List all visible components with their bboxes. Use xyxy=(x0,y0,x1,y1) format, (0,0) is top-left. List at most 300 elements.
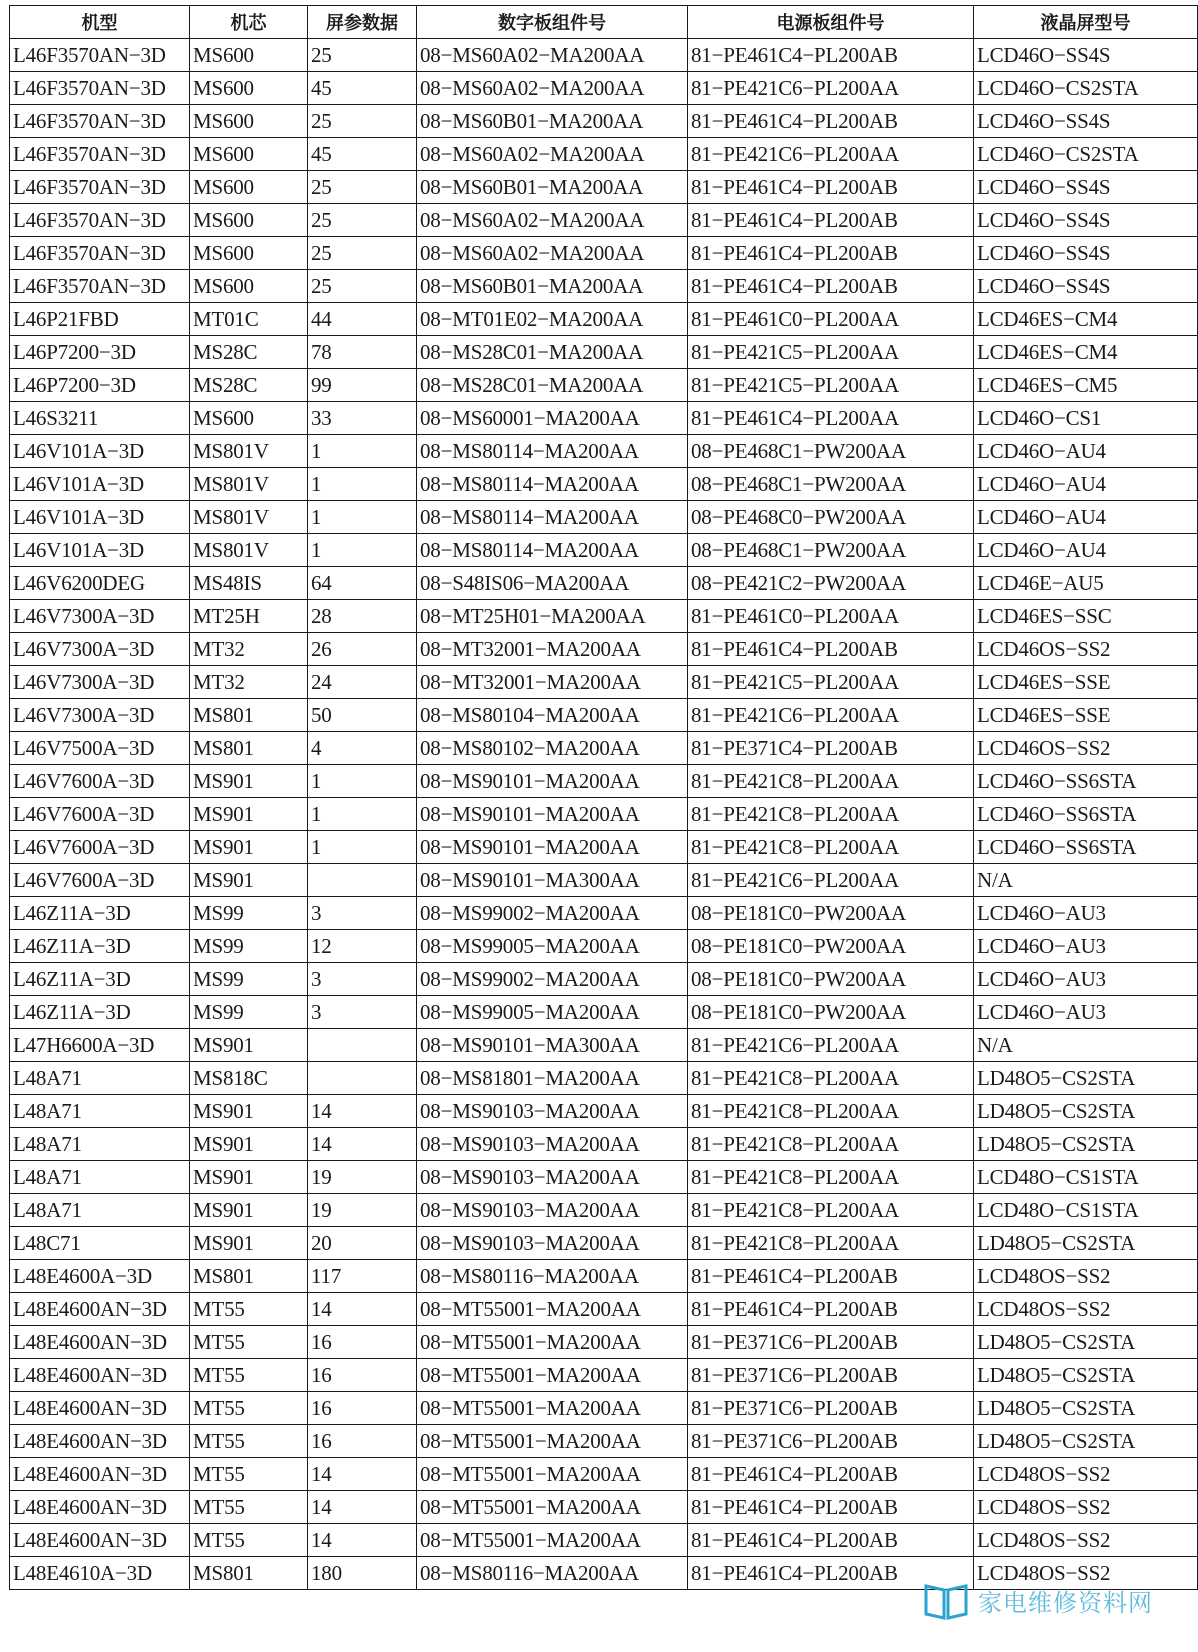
cell-model: L46V101A−3D xyxy=(10,501,190,534)
cell-chassis: MS801 xyxy=(190,699,308,732)
cell-chassis: MT55 xyxy=(190,1392,308,1425)
cell-digital-board: 08−MT32001−MA200AA xyxy=(417,666,688,699)
cell-chassis: MS28C xyxy=(190,336,308,369)
cell-power-board: 81−PE421C8−PL200AA xyxy=(688,831,974,864)
cell-screen-params: 44 xyxy=(308,303,417,336)
cell-model: L46F3570AN−3D xyxy=(10,39,190,72)
cell-lcd-panel: LCD48OS−SS2 xyxy=(974,1293,1198,1326)
cell-power-board: 81−PE461C0−PL200AA xyxy=(688,303,974,336)
cell-digital-board: 08−MS90103−MA200AA xyxy=(417,1227,688,1260)
cell-lcd-panel: LCD48OS−SS2 xyxy=(974,1260,1198,1293)
cell-model: L46F3570AN−3D xyxy=(10,237,190,270)
table-row xyxy=(10,864,1198,897)
cell-digital-board: 08−MS90101−MA200AA xyxy=(417,798,688,831)
cell-lcd-panel: LCD46ES−SSE xyxy=(974,666,1198,699)
cell-digital-board: 08−MS80116−MA200AA xyxy=(417,1557,688,1590)
cell-digital-board: 08−MT32001−MA200AA xyxy=(417,633,688,666)
cell-model: L48E4600AN−3D xyxy=(10,1491,190,1524)
cell-screen-params: 180 xyxy=(308,1557,417,1590)
table-row xyxy=(10,237,1198,270)
table-row xyxy=(10,39,1198,72)
cell-digital-board: 08−MS28C01−MA200AA xyxy=(417,369,688,402)
cell-screen-params: 14 xyxy=(308,1491,417,1524)
cell-chassis: MS801 xyxy=(190,732,308,765)
cell-power-board: 81−PE371C4−PL200AB xyxy=(688,732,974,765)
table-row xyxy=(10,1227,1198,1260)
cell-chassis: MS28C xyxy=(190,369,308,402)
cell-chassis: MS901 xyxy=(190,765,308,798)
cell-lcd-panel: LCD48O−CS1STA xyxy=(974,1194,1198,1227)
cell-chassis: MS901 xyxy=(190,1194,308,1227)
table-row xyxy=(10,567,1198,600)
cell-lcd-panel: LCD46O−AU4 xyxy=(974,468,1198,501)
cell-screen-params: 117 xyxy=(308,1260,417,1293)
cell-screen-params: 16 xyxy=(308,1392,417,1425)
cell-model: L46V7300A−3D xyxy=(10,666,190,699)
cell-chassis: MS600 xyxy=(190,237,308,270)
cell-power-board: 81−PE461C4−PL200AB xyxy=(688,270,974,303)
cell-digital-board: 08−MS99002−MA200AA xyxy=(417,897,688,930)
header-lcd-panel: 液晶屏型号 xyxy=(974,6,1198,39)
cell-chassis: MS600 xyxy=(190,72,308,105)
cell-power-board: 81−PE371C6−PL200AB xyxy=(688,1425,974,1458)
cell-chassis: MS801V xyxy=(190,435,308,468)
cell-chassis: MS99 xyxy=(190,930,308,963)
cell-digital-board: 08−MS80114−MA200AA xyxy=(417,501,688,534)
cell-screen-params xyxy=(308,1029,417,1062)
cell-lcd-panel: LD48O5−CS2STA xyxy=(974,1095,1198,1128)
table-row xyxy=(10,468,1198,501)
cell-power-board: 81−PE461C4−PL200AA xyxy=(688,402,974,435)
table-row xyxy=(10,1095,1198,1128)
table-row xyxy=(10,1293,1198,1326)
cell-screen-params: 14 xyxy=(308,1293,417,1326)
cell-chassis: MS901 xyxy=(190,798,308,831)
header-screen-params: 屏参数据 xyxy=(308,6,417,39)
cell-chassis: MS818C xyxy=(190,1062,308,1095)
header-power-board: 电源板组件号 xyxy=(688,6,974,39)
cell-lcd-panel: N/A xyxy=(974,1029,1198,1062)
cell-lcd-panel: LCD46O−AU3 xyxy=(974,897,1198,930)
cell-screen-params: 14 xyxy=(308,1458,417,1491)
table-row xyxy=(10,270,1198,303)
cell-lcd-panel: LCD46ES−SSE xyxy=(974,699,1198,732)
cell-power-board: 81−PE421C8−PL200AA xyxy=(688,798,974,831)
cell-digital-board: 08−MS60A02−MA200AA xyxy=(417,204,688,237)
cell-screen-params: 64 xyxy=(308,567,417,600)
cell-screen-params: 1 xyxy=(308,831,417,864)
cell-model: L46V101A−3D xyxy=(10,534,190,567)
cell-lcd-panel: LCD48OS−SS2 xyxy=(974,1491,1198,1524)
book-icon xyxy=(922,1576,970,1624)
cell-lcd-panel: LCD48OS−SS2 xyxy=(974,1557,1198,1590)
cell-power-board: 81−PE421C8−PL200AA xyxy=(688,1095,974,1128)
cell-lcd-panel: LD48O5−CS2STA xyxy=(974,1359,1198,1392)
cell-digital-board: 08−S48IS06−MA200AA xyxy=(417,567,688,600)
cell-power-board: 81−PE461C4−PL200AB xyxy=(688,1458,974,1491)
cell-screen-params: 16 xyxy=(308,1425,417,1458)
cell-model: L48A71 xyxy=(10,1062,190,1095)
table-row xyxy=(10,1161,1198,1194)
cell-screen-params: 14 xyxy=(308,1095,417,1128)
cell-chassis: MS901 xyxy=(190,1029,308,1062)
cell-screen-params: 1 xyxy=(308,501,417,534)
cell-screen-params xyxy=(308,1062,417,1095)
cell-model: L46Z11A−3D xyxy=(10,963,190,996)
cell-power-board: 81−PE461C4−PL200AB xyxy=(688,237,974,270)
cell-lcd-panel: LCD46O−CS2STA xyxy=(974,72,1198,105)
cell-chassis: MS600 xyxy=(190,402,308,435)
table-row xyxy=(10,765,1198,798)
cell-model: L48E4600AN−3D xyxy=(10,1293,190,1326)
cell-lcd-panel: LD48O5−CS2STA xyxy=(974,1062,1198,1095)
cell-model: L48E4600AN−3D xyxy=(10,1326,190,1359)
cell-digital-board: 08−MT55001−MA200AA xyxy=(417,1293,688,1326)
cell-digital-board: 08−MS99005−MA200AA xyxy=(417,930,688,963)
cell-chassis: MT55 xyxy=(190,1293,308,1326)
cell-digital-board: 08−MS90101−MA300AA xyxy=(417,864,688,897)
cell-chassis: MT55 xyxy=(190,1491,308,1524)
cell-lcd-panel: LD48O5−CS2STA xyxy=(974,1326,1198,1359)
cell-model: L47H6600A−3D xyxy=(10,1029,190,1062)
cell-lcd-panel: N/A xyxy=(974,864,1198,897)
cell-chassis: MS901 xyxy=(190,864,308,897)
cell-power-board: 08−PE181C0−PW200AA xyxy=(688,897,974,930)
cell-power-board: 81−PE421C5−PL200AA xyxy=(688,369,974,402)
cell-screen-params: 4 xyxy=(308,732,417,765)
cell-digital-board: 08−MS80114−MA200AA xyxy=(417,468,688,501)
cell-lcd-panel: LCD46OS−SS2 xyxy=(974,732,1198,765)
cell-model: L48A71 xyxy=(10,1095,190,1128)
table-row xyxy=(10,1128,1198,1161)
logo-text: 家电维修资料网 xyxy=(978,1588,1153,1617)
cell-lcd-panel: LCD46ES−SSC xyxy=(974,600,1198,633)
cell-digital-board: 08−MS90103−MA200AA xyxy=(417,1161,688,1194)
cell-model: L46F3570AN−3D xyxy=(10,105,190,138)
cell-power-board: 81−PE371C6−PL200AB xyxy=(688,1326,974,1359)
cell-lcd-panel: LD48O5−CS2STA xyxy=(974,1227,1198,1260)
table-row xyxy=(10,336,1198,369)
cell-screen-params: 14 xyxy=(308,1524,417,1557)
parts-table xyxy=(9,5,1198,1590)
cell-digital-board: 08−MS60001−MA200AA xyxy=(417,402,688,435)
cell-lcd-panel: LCD48OS−SS2 xyxy=(974,1524,1198,1557)
cell-chassis: MS99 xyxy=(190,897,308,930)
cell-lcd-panel: LCD46O−CS1 xyxy=(974,402,1198,435)
cell-screen-params: 19 xyxy=(308,1194,417,1227)
table-row xyxy=(10,1326,1198,1359)
cell-power-board: 81−PE461C4−PL200AB xyxy=(688,1260,974,1293)
cell-power-board: 81−PE421C8−PL200AA xyxy=(688,1128,974,1161)
cell-digital-board: 08−MS80116−MA200AA xyxy=(417,1260,688,1293)
cell-chassis: MS901 xyxy=(190,1227,308,1260)
cell-digital-board: 08−MT55001−MA200AA xyxy=(417,1392,688,1425)
table-row xyxy=(10,402,1198,435)
cell-screen-params: 50 xyxy=(308,699,417,732)
cell-model: L46V7300A−3D xyxy=(10,600,190,633)
cell-chassis: MT55 xyxy=(190,1425,308,1458)
cell-digital-board: 08−MT55001−MA200AA xyxy=(417,1458,688,1491)
cell-lcd-panel: LCD46O−SS4S xyxy=(974,204,1198,237)
table-row xyxy=(10,699,1198,732)
table-row xyxy=(10,105,1198,138)
cell-lcd-panel: LD48O5−CS2STA xyxy=(974,1128,1198,1161)
table-body xyxy=(10,39,1198,1590)
cell-lcd-panel: LCD46O−SS4S xyxy=(974,39,1198,72)
cell-lcd-panel: LCD46E−AU5 xyxy=(974,567,1198,600)
cell-chassis: MS801 xyxy=(190,1557,308,1590)
cell-model: L46V7600A−3D xyxy=(10,798,190,831)
cell-chassis: MT25H xyxy=(190,600,308,633)
cell-power-board: 08−PE468C0−PW200AA xyxy=(688,501,974,534)
cell-screen-params: 24 xyxy=(308,666,417,699)
cell-screen-params: 1 xyxy=(308,534,417,567)
cell-screen-params: 19 xyxy=(308,1161,417,1194)
cell-lcd-panel: LCD46O−SS4S xyxy=(974,171,1198,204)
cell-digital-board: 08−MT55001−MA200AA xyxy=(417,1326,688,1359)
cell-model: L46P21FBD xyxy=(10,303,190,336)
cell-power-board: 81−PE421C6−PL200AA xyxy=(688,138,974,171)
header-row xyxy=(10,6,1198,39)
cell-chassis: MS600 xyxy=(190,171,308,204)
table-row xyxy=(10,1359,1198,1392)
cell-chassis: MS48IS xyxy=(190,567,308,600)
cell-digital-board: 08−MS90101−MA200AA xyxy=(417,765,688,798)
table-row xyxy=(10,831,1198,864)
cell-digital-board: 08−MS60B01−MA200AA xyxy=(417,171,688,204)
cell-lcd-panel: LCD46O−AU4 xyxy=(974,534,1198,567)
table-header xyxy=(10,6,1198,39)
cell-screen-params: 45 xyxy=(308,138,417,171)
cell-power-board: 81−PE461C0−PL200AA xyxy=(688,600,974,633)
cell-screen-params: 1 xyxy=(308,468,417,501)
cell-chassis: MS801V xyxy=(190,534,308,567)
cell-model: L48A71 xyxy=(10,1128,190,1161)
cell-lcd-panel: LCD46O−CS2STA xyxy=(974,138,1198,171)
cell-chassis: MS600 xyxy=(190,270,308,303)
cell-digital-board: 08−MS60A02−MA200AA xyxy=(417,39,688,72)
cell-lcd-panel: LCD46O−AU4 xyxy=(974,435,1198,468)
cell-lcd-panel: LCD46O−SS6STA xyxy=(974,831,1198,864)
cell-chassis: MS99 xyxy=(190,996,308,1029)
cell-model: L46V7300A−3D xyxy=(10,699,190,732)
cell-screen-params: 28 xyxy=(308,600,417,633)
cell-digital-board: 08−MS28C01−MA200AA xyxy=(417,336,688,369)
cell-digital-board: 08−MS99005−MA200AA xyxy=(417,996,688,1029)
cell-screen-params: 1 xyxy=(308,765,417,798)
cell-power-board: 08−PE468C1−PW200AA xyxy=(688,534,974,567)
cell-digital-board: 08−MS90103−MA200AA xyxy=(417,1194,688,1227)
cell-screen-params: 25 xyxy=(308,171,417,204)
cell-screen-params: 14 xyxy=(308,1128,417,1161)
cell-chassis: MS901 xyxy=(190,1161,308,1194)
cell-digital-board: 08−MS80114−MA200AA xyxy=(417,534,688,567)
cell-screen-params: 1 xyxy=(308,435,417,468)
cell-lcd-panel: LCD46ES−CM5 xyxy=(974,369,1198,402)
cell-model: L46P7200−3D xyxy=(10,336,190,369)
cell-model: L46F3570AN−3D xyxy=(10,270,190,303)
cell-digital-board: 08−MS60B01−MA200AA xyxy=(417,105,688,138)
cell-model: L46F3570AN−3D xyxy=(10,72,190,105)
cell-power-board: 81−PE461C4−PL200AB xyxy=(688,105,974,138)
cell-power-board: 81−PE421C6−PL200AA xyxy=(688,699,974,732)
table-row xyxy=(10,303,1198,336)
cell-model: L46F3570AN−3D xyxy=(10,171,190,204)
cell-screen-params: 12 xyxy=(308,930,417,963)
table-row xyxy=(10,1392,1198,1425)
cell-chassis: MS600 xyxy=(190,204,308,237)
cell-screen-params: 25 xyxy=(308,237,417,270)
cell-power-board: 81−PE421C5−PL200AA xyxy=(688,336,974,369)
table-row xyxy=(10,1260,1198,1293)
cell-power-board: 81−PE421C6−PL200AA xyxy=(688,1029,974,1062)
cell-screen-params: 99 xyxy=(308,369,417,402)
cell-model: L46V7600A−3D xyxy=(10,864,190,897)
cell-chassis: MT01C xyxy=(190,303,308,336)
table-row xyxy=(10,534,1198,567)
cell-chassis: MT55 xyxy=(190,1326,308,1359)
cell-chassis: MT32 xyxy=(190,633,308,666)
cell-lcd-panel: LCD46O−SS6STA xyxy=(974,765,1198,798)
cell-digital-board: 08−MS60A02−MA200AA xyxy=(417,138,688,171)
cell-digital-board: 08−MS80104−MA200AA xyxy=(417,699,688,732)
cell-screen-params: 25 xyxy=(308,204,417,237)
cell-chassis: MS99 xyxy=(190,963,308,996)
cell-model: L48E4600AN−3D xyxy=(10,1359,190,1392)
cell-model: L46P7200−3D xyxy=(10,369,190,402)
cell-chassis: MS901 xyxy=(190,831,308,864)
cell-model: L48E4600AN−3D xyxy=(10,1425,190,1458)
cell-screen-params: 26 xyxy=(308,633,417,666)
cell-screen-params: 45 xyxy=(308,72,417,105)
cell-digital-board: 08−MT55001−MA200AA xyxy=(417,1359,688,1392)
cell-digital-board: 08−MS99002−MA200AA xyxy=(417,963,688,996)
watermark-logo xyxy=(922,1568,1190,1632)
cell-screen-params: 20 xyxy=(308,1227,417,1260)
table-row xyxy=(10,1425,1198,1458)
table-row xyxy=(10,897,1198,930)
cell-screen-params: 16 xyxy=(308,1326,417,1359)
cell-digital-board: 08−MS90103−MA200AA xyxy=(417,1095,688,1128)
cell-chassis: MT55 xyxy=(190,1458,308,1491)
cell-power-board: 08−PE468C1−PW200AA xyxy=(688,468,974,501)
cell-chassis: MS600 xyxy=(190,138,308,171)
cell-chassis: MS801V xyxy=(190,501,308,534)
table-row xyxy=(10,72,1198,105)
cell-chassis: MT55 xyxy=(190,1524,308,1557)
cell-power-board: 81−PE421C5−PL200AA xyxy=(688,666,974,699)
cell-model: L46V101A−3D xyxy=(10,435,190,468)
cell-screen-params xyxy=(308,864,417,897)
cell-screen-params: 25 xyxy=(308,270,417,303)
cell-lcd-panel: LCD46O−AU4 xyxy=(974,501,1198,534)
cell-model: L46Z11A−3D xyxy=(10,930,190,963)
table-row xyxy=(10,798,1198,831)
cell-lcd-panel: LCD46O−SS4S xyxy=(974,237,1198,270)
cell-model: L46F3570AN−3D xyxy=(10,138,190,171)
cell-lcd-panel: LCD46O−SS4S xyxy=(974,105,1198,138)
cell-model: L48C71 xyxy=(10,1227,190,1260)
cell-model: L48E4600AN−3D xyxy=(10,1392,190,1425)
cell-model: L48E4600AN−3D xyxy=(10,1458,190,1491)
cell-lcd-panel: LCD46O−SS6STA xyxy=(974,798,1198,831)
cell-chassis: MS801V xyxy=(190,468,308,501)
cell-power-board: 81−PE461C4−PL200AB xyxy=(688,633,974,666)
cell-power-board: 81−PE421C8−PL200AA xyxy=(688,1161,974,1194)
table-row xyxy=(10,1491,1198,1524)
table-row xyxy=(10,732,1198,765)
table-row xyxy=(10,1458,1198,1491)
cell-power-board: 81−PE461C4−PL200AB xyxy=(688,1491,974,1524)
cell-chassis: MT55 xyxy=(190,1359,308,1392)
cell-power-board: 81−PE421C8−PL200AA xyxy=(688,765,974,798)
cell-chassis: MS600 xyxy=(190,105,308,138)
cell-lcd-panel: LCD46O−SS4S xyxy=(974,270,1198,303)
cell-model: L46S3211 xyxy=(10,402,190,435)
table-row xyxy=(10,1524,1198,1557)
cell-model: L48E4600A−3D xyxy=(10,1260,190,1293)
table-row xyxy=(10,930,1198,963)
cell-digital-board: 08−MS90101−MA300AA xyxy=(417,1029,688,1062)
cell-power-board: 81−PE461C4−PL200AB xyxy=(688,171,974,204)
cell-power-board: 81−PE421C8−PL200AA xyxy=(688,1227,974,1260)
cell-lcd-panel: LD48O5−CS2STA xyxy=(974,1392,1198,1425)
cell-screen-params: 3 xyxy=(308,897,417,930)
cell-model: L46Z11A−3D xyxy=(10,897,190,930)
cell-model: L46V7600A−3D xyxy=(10,765,190,798)
cell-power-board: 08−PE181C0−PW200AA xyxy=(688,963,974,996)
table-row xyxy=(10,666,1198,699)
cell-digital-board: 08−MT55001−MA200AA xyxy=(417,1491,688,1524)
cell-power-board: 81−PE421C8−PL200AA xyxy=(688,1062,974,1095)
table-row xyxy=(10,633,1198,666)
cell-digital-board: 08−MT25H01−MA200AA xyxy=(417,600,688,633)
cell-lcd-panel: LCD46OS−SS2 xyxy=(974,633,1198,666)
cell-screen-params: 3 xyxy=(308,963,417,996)
table-row xyxy=(10,1029,1198,1062)
cell-chassis: MS901 xyxy=(190,1128,308,1161)
cell-digital-board: 08−MS80114−MA200AA xyxy=(417,435,688,468)
cell-model: L46V7300A−3D xyxy=(10,633,190,666)
cell-chassis: MT32 xyxy=(190,666,308,699)
cell-power-board: 81−PE461C4−PL200AB xyxy=(688,39,974,72)
cell-power-board: 08−PE181C0−PW200AA xyxy=(688,930,974,963)
cell-model: L46V7500A−3D xyxy=(10,732,190,765)
cell-model: L46V101A−3D xyxy=(10,468,190,501)
cell-power-board: 81−PE421C8−PL200AA xyxy=(688,1194,974,1227)
cell-power-board: 81−PE421C6−PL200AA xyxy=(688,72,974,105)
table-row xyxy=(10,963,1198,996)
table-row xyxy=(10,1194,1198,1227)
cell-power-board: 81−PE371C6−PL200AB xyxy=(688,1359,974,1392)
cell-power-board: 81−PE461C4−PL200AB xyxy=(688,1557,974,1590)
cell-digital-board: 08−MS60B01−MA200AA xyxy=(417,270,688,303)
table-row xyxy=(10,138,1198,171)
cell-power-board: 08−PE421C2−PW200AA xyxy=(688,567,974,600)
document-page xyxy=(9,5,1197,1590)
cell-screen-params: 25 xyxy=(308,105,417,138)
cell-power-board: 81−PE461C4−PL200AB xyxy=(688,204,974,237)
cell-digital-board: 08−MS90103−MA200AA xyxy=(417,1128,688,1161)
cell-chassis: MS600 xyxy=(190,39,308,72)
cell-digital-board: 08−MT55001−MA200AA xyxy=(417,1524,688,1557)
cell-lcd-panel: LCD46O−AU3 xyxy=(974,996,1198,1029)
cell-model: L46F3570AN−3D xyxy=(10,204,190,237)
cell-screen-params: 25 xyxy=(308,39,417,72)
cell-screen-params: 16 xyxy=(308,1359,417,1392)
cell-digital-board: 08−MS90101−MA200AA xyxy=(417,831,688,864)
header-chassis: 机芯 xyxy=(190,6,308,39)
